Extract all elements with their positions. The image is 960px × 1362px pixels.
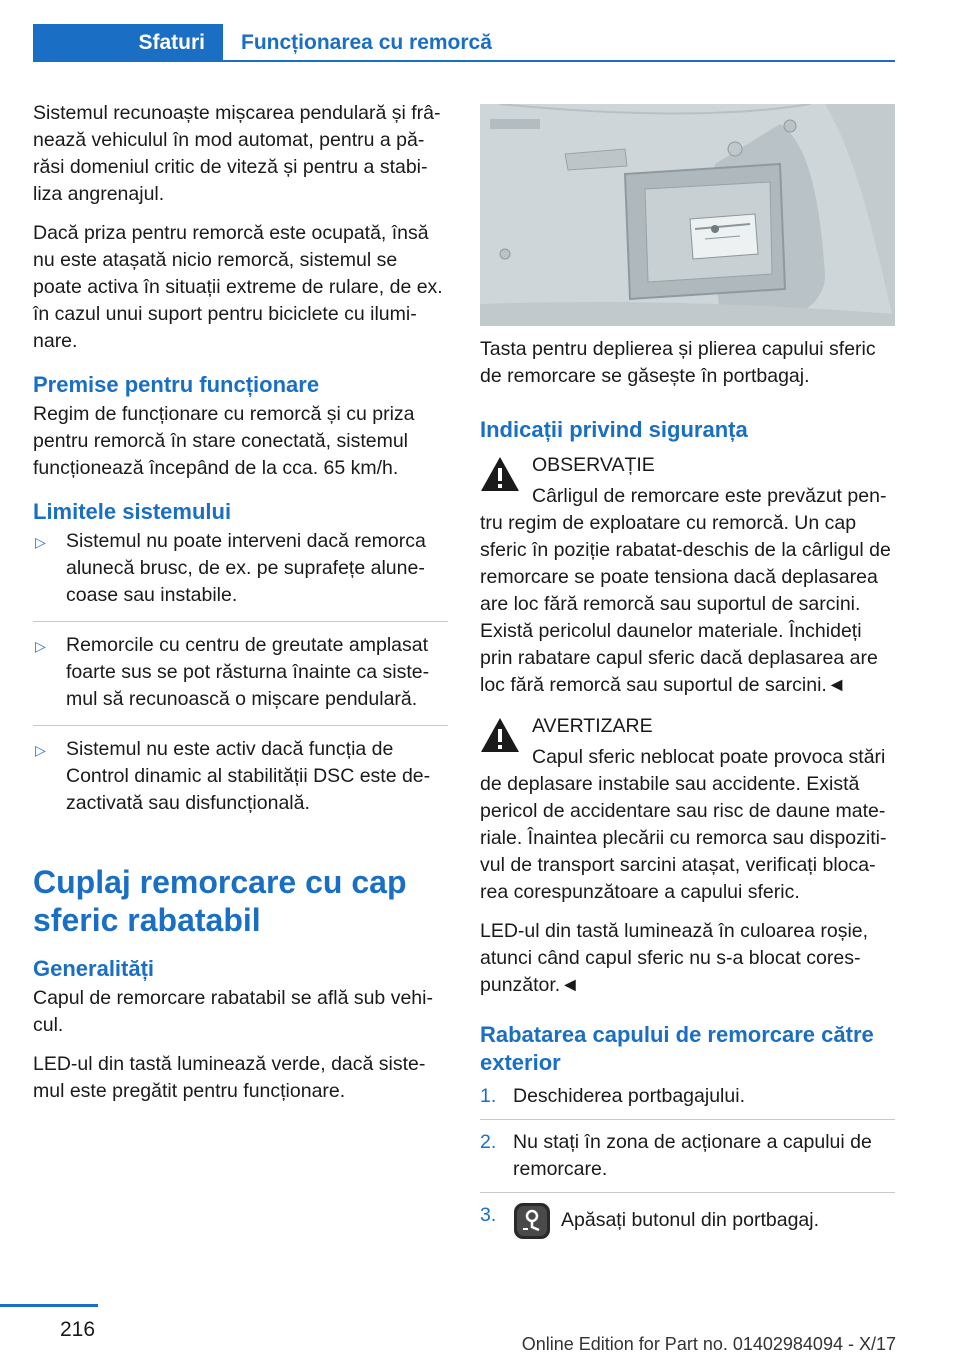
warning-triangle-icon — [480, 456, 520, 492]
notice-text: Cârligul de remorcare este prevăzut pentru regim de exploatare cu remorcă. Un cap sferic în poziție rabatat-deschis de la cârligul de remorcare se poate tensiona dacă deplasarea are loc fără remorcă sau suportul de sarcini. Există pericolul daunelor materiale. Închideți prin rabatare capul sferic dacă deplasarea are loc fără remorcă sau suportul de sarcini.◄ — [480, 485, 891, 696]
warning-title: AVERTIZARE — [532, 715, 653, 737]
section-tab: Sfaturi — [33, 24, 223, 62]
list-item: 1. Deschiderea portbagajului. — [480, 1083, 895, 1120]
heading-general: Generalități — [33, 956, 155, 981]
warning-triangle-icon — [480, 717, 520, 753]
paragraph: Capul de remorcare rabatabil se află sub vehicul. — [33, 987, 433, 1036]
paragraph: Dacă priza pentru remorcă este ocupată, însă nu este atașată nicio remorcă, sistemul se poate activa în situații extreme de rulare, de ex. în cazul unui suport pentru biciclete cu iluminare. — [33, 222, 443, 352]
warning-block — [480, 713, 895, 740]
notice-title: OBSERVAȚIE — [532, 454, 655, 476]
trunk-photo — [480, 104, 895, 326]
footer-rule — [0, 1304, 98, 1307]
header-rule — [223, 60, 895, 62]
trunk-illustration — [480, 104, 895, 326]
edition-note: Online Edition for Part no. 01402984094 - X/17 — [521, 1334, 896, 1354]
right-column — [480, 336, 895, 1258]
warning-text: Capul sferic neblocat poate provoca stări de deplasare instabile sau accidente. Există pericol de accidentare sau risc de daune materiale. Înaintea plecării cu remorca sau dispozitivul de transport sarcini atașat, verificați blocarea corespunzătoare a capului sferic. — [480, 746, 887, 903]
paragraph: LED-ul din tastă luminează în culoarea roșie, atunci când capul sferic nu s-a blocat corespunzător.◄ — [480, 920, 869, 996]
limits-list — [33, 528, 448, 829]
page-number: 216 — [60, 1318, 96, 1341]
triangle-bullet-icon: ▷ — [35, 638, 46, 654]
steps-list — [480, 1083, 895, 1249]
list-item: ▷ Sistemul nu este activ dacă funcția de Control dinamic al stabilității DSC este dezactivată sau disfuncțională. — [35, 738, 431, 814]
heading-limits: Limitele sistemului — [33, 499, 232, 524]
list-item: ▷ Remorcile cu centru de greutate amplasat foarte sus se pot răsturna înainte ca sistemul să recunoască o mișcare pendulară. — [33, 632, 448, 726]
notice-block — [480, 452, 895, 479]
list-item: 2. Nu stați în zona de acționare a capului de remorcare. — [480, 1129, 895, 1193]
heading-premise: Premise pentru funcționare — [33, 372, 320, 397]
chapter-title: Funcționarea cu remorcă — [241, 31, 492, 54]
triangle-bullet-icon: ▷ — [35, 534, 46, 550]
paragraph: LED-ul din tastă luminează verde, dacă sistemul este pregătit pentru funcționare. — [33, 1053, 426, 1102]
heading-fold-out: Rabatarea capului de remorcare către exterior — [480, 1022, 874, 1075]
list-item: ▷ Sistemul nu poate interveni dacă remorca alunecă brusc, de ex. pe suprafețe alunecoase sau instabile. — [33, 528, 448, 622]
section-heading: Cuplaj remorcare cu cap sferic rabatabil — [33, 864, 407, 938]
left-column — [33, 100, 448, 1117]
page-header — [0, 0, 960, 64]
trailer-hitch-button-icon — [513, 1202, 551, 1240]
triangle-bullet-icon: ▷ — [35, 742, 46, 758]
heading-safety: Indicații privind siguranța — [480, 417, 748, 442]
paragraph: Regim de funcționare cu remorcă și cu priza pentru remorcă în stare conectată, sistemul funcționează începând de la cca. 65 km/h. — [33, 403, 415, 479]
figure-caption: Tasta pentru deplierea și plierea capului sferic de remorcare se găsește în portbagaj. — [480, 338, 876, 387]
list-item: 3. Apăsați butonul din portbagaj. — [480, 1202, 895, 1249]
paragraph: Sistemul recunoaște mișcarea pendulară și frânează vehiculul în mod automat, pentru a părăsi domeniul critic de viteză și pentru a stabiliza angrenajul. — [33, 102, 441, 205]
